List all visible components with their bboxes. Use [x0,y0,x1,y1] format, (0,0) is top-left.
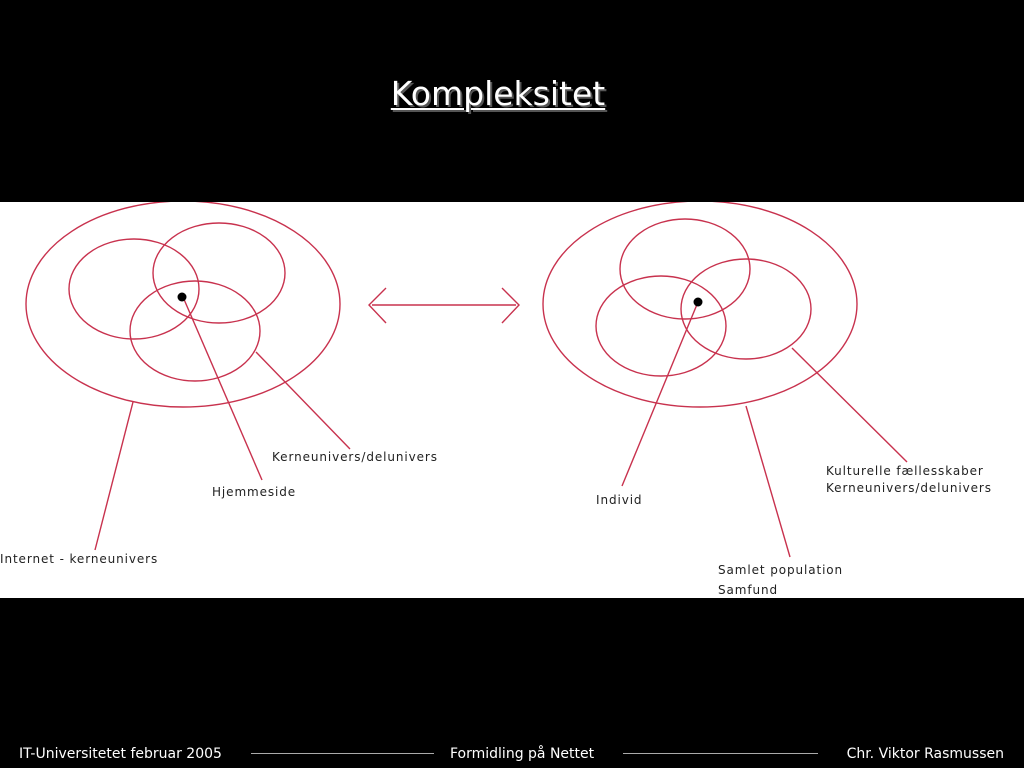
left-leader-internet [95,402,133,550]
label-internet: Internet - kerneunivers [0,552,159,566]
left-center-dot [178,293,187,302]
label-left-kerneunivers: Kerneunivers/delunivers [272,450,438,464]
footer-left: IT-Universitetet februar 2005 [19,746,222,762]
label-individ: Individ [596,493,643,507]
label-kulturelle: Kulturelle fællesskaber [826,464,984,478]
left-diagram [26,202,350,550]
footer-divider-left [251,753,434,754]
left-leader-kerneunivers [256,352,350,449]
diagram-panel [0,202,1024,598]
right-circle-upper-left [620,219,750,319]
double-arrow-icon [369,288,519,323]
label-right-kerneunivers: Kerneunivers/delunivers [826,481,992,495]
footer-center: Formidling på Nettet [450,746,595,762]
label-samfund: Samfund [718,583,779,597]
right-leader-individ [622,302,698,486]
left-circle-upper-right [153,223,285,323]
left-circle-upper-left [69,239,199,339]
right-circle-right [681,259,811,359]
left-leader-hjemmeside [183,297,262,480]
right-center-dot [694,298,703,307]
right-leader-kulturelle [792,348,907,462]
right-circle-lower-left [596,276,726,376]
label-hjemmeside: Hjemmeside [212,485,297,499]
left-circle-lower [130,281,260,381]
footer-divider-right [623,753,818,754]
footer-right: Chr. Viktor Rasmussen [846,746,1004,762]
left-outer-ellipse [26,202,340,407]
slide-title: Kompleksitet [390,74,606,113]
right-leader-samlet [746,406,790,557]
diagram-svg [0,202,1024,598]
label-samlet: Samlet population [718,563,844,577]
